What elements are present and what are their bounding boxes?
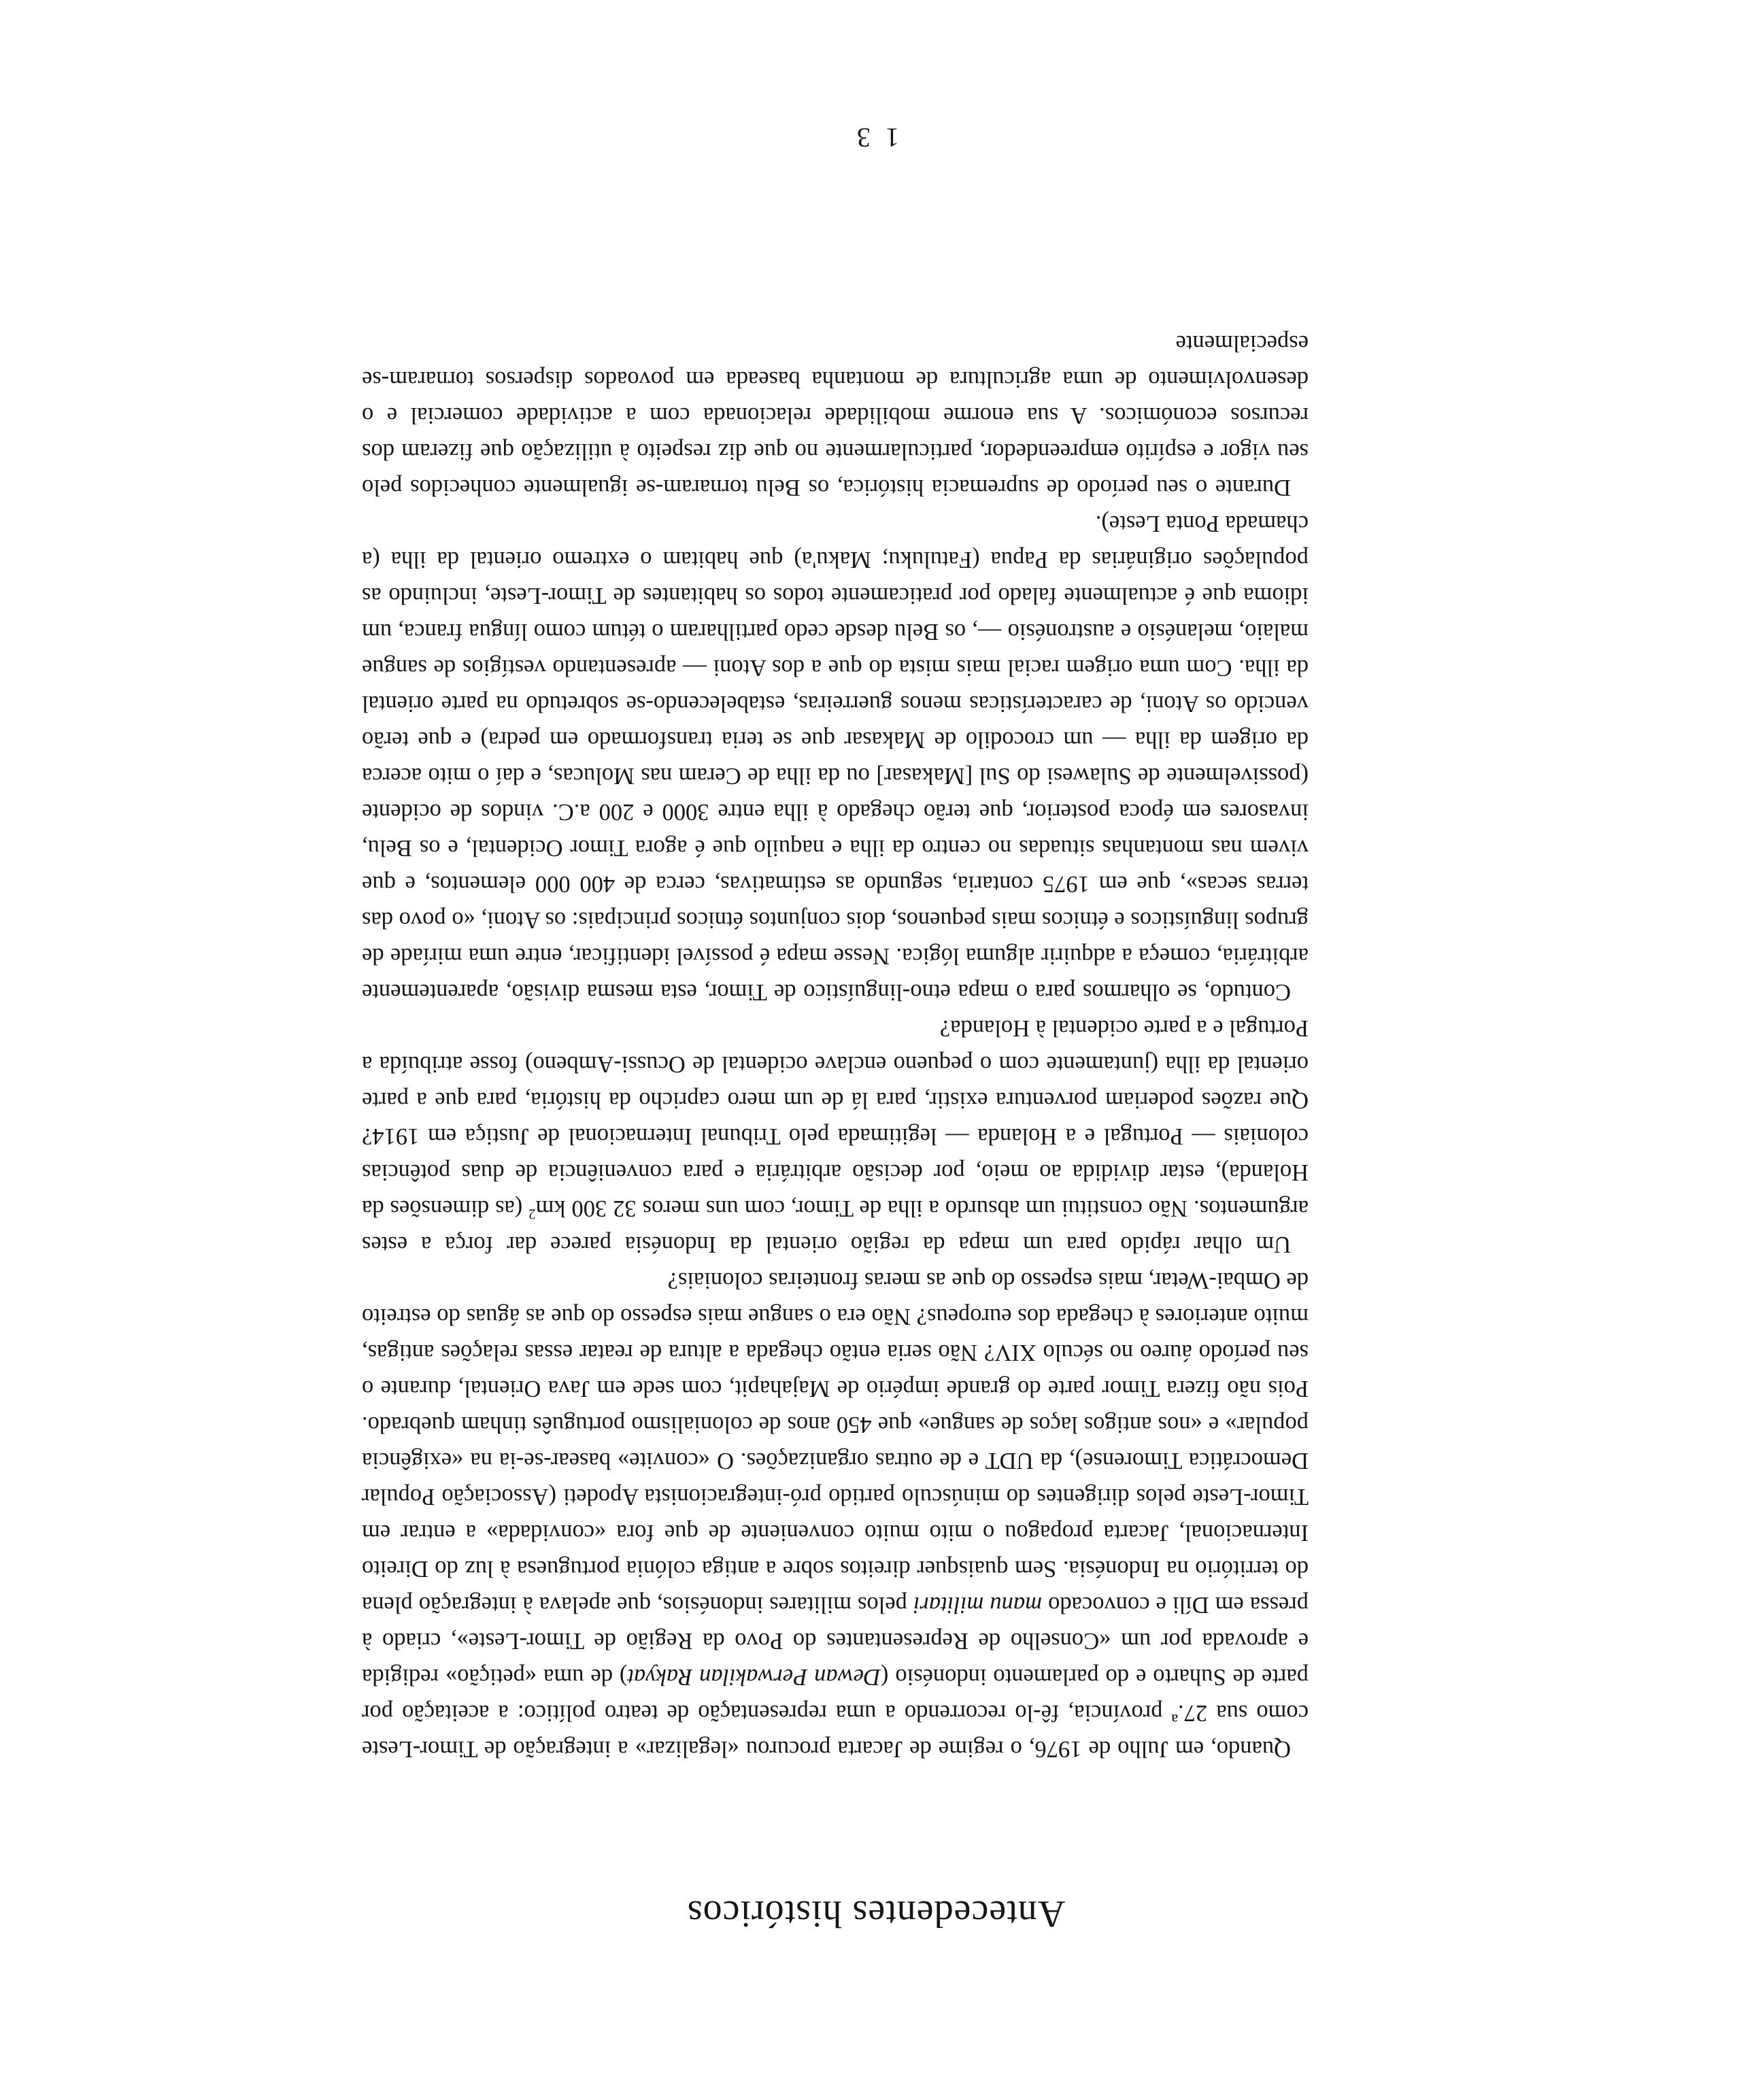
text-run: Um olhar rápido para um mapa da região oriental da Indonésia parece dar força a estes argumentos. Não constitui um absurdo a ilha de Timor, com uns meros 32 300 km [362, 1196, 1309, 1257]
text-run: Quando, em Julho de 1976, o regime de Jacarta procurou «legalizar» a integração de Timor-Leste como sua 27.ª província, fê-lo recorrendo a uma representação de teatro político: a aceitação por parte de Suharto e do parlamento indonésio ( [362, 1664, 1309, 1762]
page-number: 1 3 [853, 122, 899, 153]
paragraph [362, 325, 1309, 505]
chapter-title: Antecedentes históricos [686, 1893, 1066, 1935]
text-run: (as dimensões da Holanda), estar dividida ao meio, por decisão arbitrária e para conveniência de duas potências coloniais — Portugal e a Holanda — legitimada pelo Tribunal Internacional de Justiça em 1914? Que razões poderiam porventura existir, para lá de um mero capricho da história, para que a parte oriental da ilha (juntamente com o pequeno enclave ocidental de Ocussi-Ambeno) fosse atribuída a Portugal e a parte ocidental à Holanda? [362, 1015, 1309, 1221]
text-run: ) de uma «petição» redigida e aprovada por um «Conselho de Representantes do Povo da Região de Timor-Leste», criado à pressa em Díli e convocado [362, 1592, 1309, 1690]
text-run: Durante o seu período de supremacia histórica, os Belu tornaram-se igualmente conhecidos pelo seu vigor e espírito empreendedor, particularmente no que diz respeito à utilização que fizeram dos recursos económicos. A sua enorme mobilidade relacionada com a actividade comercial e o desenvolvimento de uma agricultura de montanha baseada em povoados dispersos tornaram-se especialmente [362, 331, 1309, 501]
body-text [362, 325, 1309, 1767]
paragraph [362, 1010, 1309, 1262]
paragraph [362, 1262, 1309, 1767]
text-run: Contudo, se olharmos para o mapa etno-linguístico de Timor, esta mesma divisão, aparentemente arbitrária, começa a adquirir alguma lógica. Nesse mapa é possível identificar, entre uma miríade de grupos linguísticos e étnicos mais pequenos, dois conjuntos étnicos principais: os Atoni, «o povo das terras secas», que em 1975 contaria, segundo as estimativas, cerca de 400 000 elementos, e que vivem nas montanhas situadas no centro da ilha e naquilo que é agora Timor Ocidental, e os Belu, invasores em época posterior, que terão chegado à ilha entre 3000 e 200 a.C. vindos de ocidente (possivelmente de Sulawesi do Sul [Makasar] ou da ilha de Ceram nas Molucas, e daí o mito acerca da origem da ilha — um crocodilo de Makasar que se teria transformado em pedra) e que terão vencido os Atoni, de características menos guerreiras, estabelecendo-se sobretudo na parte oriental da ilha. Com uma origem racial mais mista do que a dos Atoni — apresentando vestígios de sangue malaio, melanésio e austronésio —, os Belu desde cedo partilharam o tétum como língua franca, um idioma que é actualmente falado por praticamente todos os habitantes de Timor-Leste, incluindo as populações originárias da Papua (Fatuluku; Maku'a) que habitam o extremo oriental da ilha (a chamada Ponta Leste). [362, 511, 1309, 1005]
italic-text: manu militari [913, 1592, 1043, 1618]
paragraph [362, 505, 1309, 1010]
text-run: pelos militares indonésios, que apelava à integração plena do território na Indonésia. Sem quaisquer direitos sobre a antiga colónia portuguesa à luz do Direito Internacional, Jacarta propagou o mito muito conveniente de que fora «convidada» a entrar em Timor-Leste pelos dirigentes do minúsculo partido pró-integracionista Apodeti (Associação Popular Democrática Timorense), da UDT e de outras organizações. O «convite» basear-se-ia na «exigência popular» e «nos antigos laços de sangue» que 450 anos de colonialismo português tinham quebrado. Pois não fizera Timor parte do grande império de Majahapit, com sede em Java Oriental, durante o seu período áureo no século XIV? Não seria então chegada a altura de reatar essas relações antigas, muito anteriores à chegada dos europeus? Não era o sangue mais espesso do que as águas do estreito de Ombai-Wetar, mais espesso do que as meras fronteiras coloniais? [362, 1268, 1309, 1618]
italic-text: Dewan Perwakilan Rakyat [627, 1664, 881, 1690]
superscript: 2 [528, 1206, 536, 1221]
